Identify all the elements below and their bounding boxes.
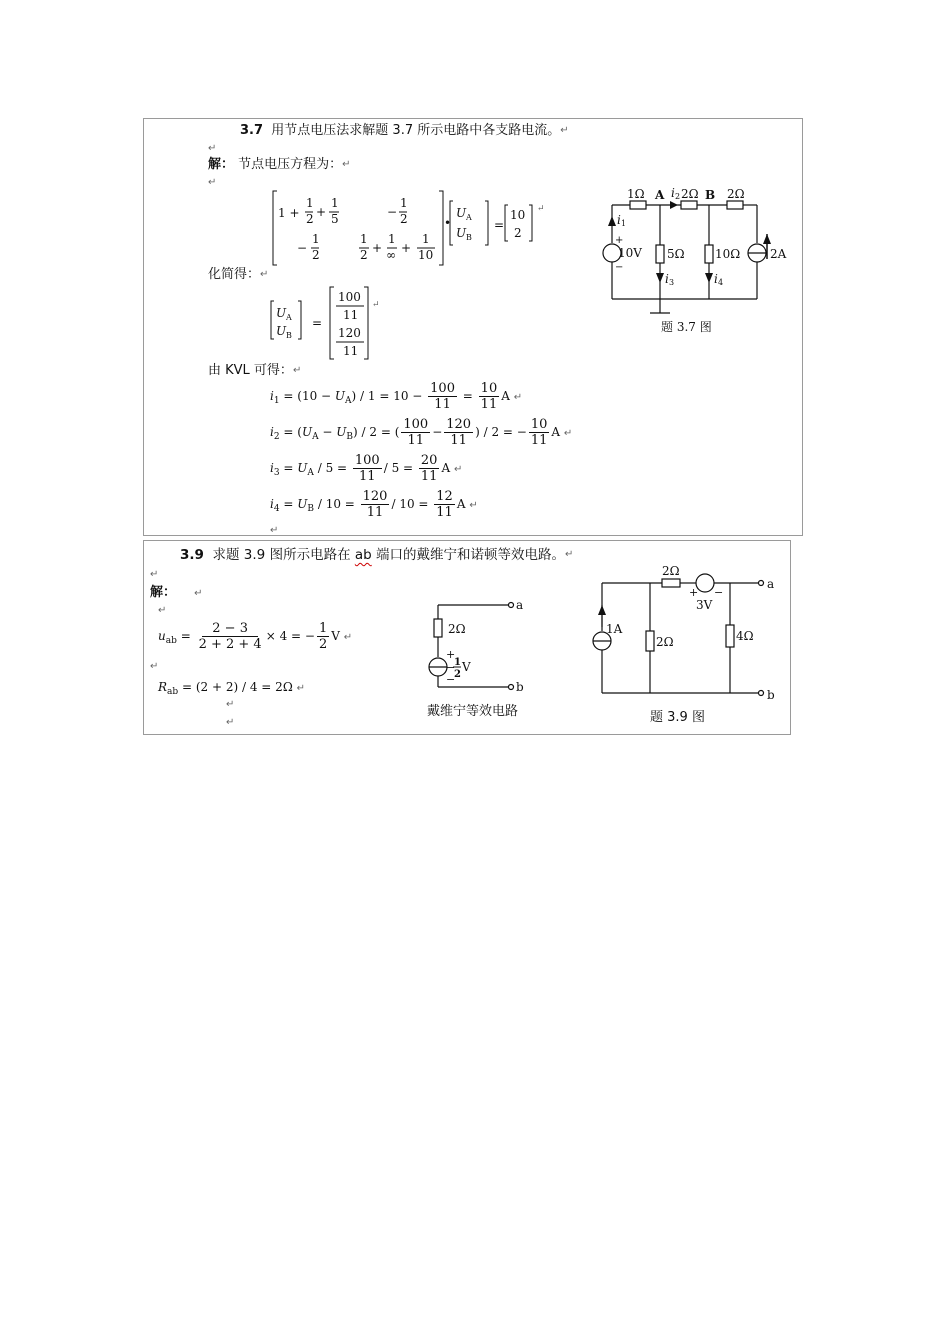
svg-text:2Ω: 2Ω xyxy=(656,635,674,649)
svg-text:b: b xyxy=(767,688,775,702)
simplify-line: 化简得： ↵ xyxy=(208,267,269,282)
svg-text:2Ω: 2Ω xyxy=(681,187,699,201)
thevenin-equivalent-circuit xyxy=(420,591,560,731)
svg-text:∞: ∞ xyxy=(386,248,396,262)
svg-text:V: V xyxy=(462,660,471,674)
figure-3-7-caption: 题 3.7 图 xyxy=(661,320,712,334)
svg-text:2: 2 xyxy=(312,248,320,262)
svg-text:i: i xyxy=(714,272,718,286)
svg-text:a: a xyxy=(767,577,775,591)
svg-text:+: + xyxy=(372,241,383,255)
svg-text:B: B xyxy=(286,331,292,340)
svg-text:10: 10 xyxy=(418,248,434,262)
problem-3-7-box: 3.7 用节点电压法求解题 3.7 所示电路中各支路电流。 ↵ ↵ 解： 节点电压方程为： ↵ ↵ 1 + 1 2 + 1 5 − 1 2 − 1 2 1 2 + 1 ∞ + 1 10 • U A U B = 10 2 ↵ 化简得： ↵ U A U B = 100 11 120 11 ↵ 由 KVL 可得： ↵ $i_1 = (10 - U_A) / 1 = 10$ − $\frac{100}{11}$ = $\frac{10}{11}$ A ↵ $i_2 = (U_A - U_B) / 2$ = ( $\frac{100}{11}$ − $\frac{120}{11}$ ) / 2 = − $\frac{10}{11}$ A ↵ $i_3 = U_A / 5$ = $\frac{100}{11}$ / 5 = $\frac{20}{11}$ A ↵ $i_4 = U_B / 10$ = $\frac{120}{11}$ / 10 = $\frac{12}{11}$ A ↵ ↵ 1Ω A i 2 2Ω B 2Ω i 1 + 10V − 5Ω 10Ω 2A i 3 i 4 题 3.7 图 xyxy=(143,118,803,536)
svg-text:B: B xyxy=(466,233,472,242)
svg-text:A: A xyxy=(466,213,472,222)
svg-text:1: 1 xyxy=(422,232,430,246)
svg-text:−: − xyxy=(615,262,624,273)
simplify-label: 化简得： xyxy=(208,267,261,282)
svg-text:5Ω: 5Ω xyxy=(667,247,685,261)
terminal-a: a xyxy=(516,598,524,612)
svg-text:1: 1 xyxy=(388,232,396,246)
svg-text:U: U xyxy=(456,206,467,220)
svg-text:1: 1 xyxy=(400,196,408,210)
svg-text:+: + xyxy=(316,205,327,219)
svg-text:A: A xyxy=(655,188,665,202)
problem-title: 用节点电压法求解题 3.7 所示电路中各支路电流。 xyxy=(271,123,561,138)
svg-text:2A: 2A xyxy=(770,247,787,261)
eq-i1: $i_1 = (10 - U_A) / 1 = 10$ − $\frac{100}{11}$ = $\frac{10}{11}$ A ↵ xyxy=(270,381,523,412)
svg-text:i: i xyxy=(617,213,621,227)
svg-text:4Ω: 4Ω xyxy=(736,629,754,643)
svg-text:•: • xyxy=(444,216,452,230)
svg-text:+: + xyxy=(446,648,456,661)
svg-text:U: U xyxy=(456,226,467,240)
svg-text:3: 3 xyxy=(669,278,675,287)
problem-number: 3.7 xyxy=(240,123,264,138)
solution-line: 解： 节点电压方程为： ↵ xyxy=(208,157,351,172)
svg-text:U: U xyxy=(276,306,287,320)
svg-text:i: i xyxy=(671,186,675,200)
svg-text:+: + xyxy=(401,241,412,255)
svg-text:−: − xyxy=(446,661,456,674)
svg-text:100: 100 xyxy=(338,290,361,304)
problem-3-9-box: 3.9 求题 3.9 图所示电路在 ab 端口的戴维宁和诺顿等效电路。 ↵ ↵ 解： ↵ ↵ $u_{ab}$ = $\frac{2 - 3}{2 + 2 + 4}$ × 4 = − $\frac{1}{2}$ V ↵ ↵ $R_{ab} = (2 + 2) / 4 = 2\Omega$ ↵ ↵ ↵ a 2Ω + − 1 2 V − b 戴维宁等效电路 2Ω + − 3V a 1A 2Ω 4Ω b 题 3.9 图 xyxy=(143,540,791,735)
svg-text:10V: 10V xyxy=(618,246,642,260)
eq-rab: $R_{ab} = (2 + 2) / 4 = 2\Omega$ ↵ xyxy=(158,680,305,697)
svg-text:2Ω: 2Ω xyxy=(662,564,680,578)
svg-text:2: 2 xyxy=(400,212,408,226)
svg-text:−: − xyxy=(297,241,308,255)
svg-text:2Ω: 2Ω xyxy=(448,622,466,636)
node-voltage-result xyxy=(268,285,398,361)
kvl-label: 由 KVL 可得： xyxy=(208,363,293,378)
svg-text:↵: ↵ xyxy=(372,300,380,310)
svg-text:4: 4 xyxy=(718,278,724,287)
svg-text:=: = xyxy=(312,316,323,330)
svg-text:10: 10 xyxy=(510,208,526,222)
svg-text:1: 1 xyxy=(454,657,461,668)
problem-title-post: 端口的戴维宁和诺顿等效电路。 xyxy=(371,547,565,563)
svg-text:1: 1 xyxy=(331,196,339,210)
svg-text:−: − xyxy=(446,673,456,686)
figure-3-9-caption: 题 3.9 图 xyxy=(650,710,705,725)
svg-text:=: = xyxy=(494,218,505,232)
figure-3-7-circuit xyxy=(599,179,799,339)
svg-text:1: 1 xyxy=(306,196,314,210)
svg-text:A: A xyxy=(286,313,292,322)
thevenin-caption: 戴维宁等效电路 xyxy=(427,704,519,719)
svg-text:2: 2 xyxy=(306,212,314,226)
svg-text:+: + xyxy=(615,235,624,246)
svg-text:11: 11 xyxy=(343,344,359,358)
solution-label: 解： xyxy=(208,157,235,172)
svg-text:1 +: 1 + xyxy=(278,206,300,220)
solution-label: 解： xyxy=(150,585,177,600)
eq-uab: $u_{ab}$ = $\frac{2 - 3}{2 + 2 + 4}$ × 4 = − $\frac{1}{2}$ V ↵ xyxy=(158,621,353,652)
svg-text:3V: 3V xyxy=(696,598,713,612)
svg-text:+: + xyxy=(689,586,699,599)
svg-text:2: 2 xyxy=(675,192,681,201)
figure-3-9-circuit xyxy=(584,561,784,731)
svg-text:11: 11 xyxy=(343,308,359,322)
svg-text:B: B xyxy=(705,188,716,202)
problem-3-9-heading: 3.9 求题 3.9 图所示电路在 ab 端口的戴维宁和诺顿等效电路。 ↵ xyxy=(180,547,574,563)
svg-text:10Ω: 10Ω xyxy=(715,247,741,261)
solution-text: 节点电压方程为： xyxy=(238,157,343,172)
svg-text:1: 1 xyxy=(360,232,368,246)
problem-3-7-heading: 3.7 用节点电压法求解题 3.7 所示电路中各支路电流。 ↵ xyxy=(240,123,569,138)
svg-text:120: 120 xyxy=(338,326,361,340)
node-equation-matrix xyxy=(269,187,569,269)
svg-text:U: U xyxy=(276,324,287,338)
svg-text:2Ω: 2Ω xyxy=(727,187,745,201)
eq-i4: $i_4 = U_B / 10$ = $\frac{120}{11}$ / 10 = $\frac{12}{11}$ A ↵ xyxy=(270,489,478,520)
svg-text:1: 1 xyxy=(621,219,627,228)
svg-text:5: 5 xyxy=(331,212,339,226)
svg-text:2: 2 xyxy=(454,669,461,680)
svg-text:1: 1 xyxy=(312,232,320,246)
problem-title-pre: 求题 3.9 图所示电路在 xyxy=(212,547,355,563)
solution-line: 解： ↵ xyxy=(150,585,203,600)
svg-text:i: i xyxy=(665,272,669,286)
svg-text:↵: ↵ xyxy=(537,204,545,214)
svg-text:−: − xyxy=(714,586,724,599)
problem-title-ab: ab xyxy=(354,547,372,563)
problem-number: 3.9 xyxy=(180,547,204,563)
svg-text:2: 2 xyxy=(514,226,522,240)
svg-text:1A: 1A xyxy=(606,622,623,636)
svg-text:2: 2 xyxy=(360,248,368,262)
terminal-b: b xyxy=(516,680,524,694)
svg-text:−: − xyxy=(387,205,398,219)
kvl-line: 由 KVL 可得： ↵ xyxy=(208,363,302,378)
svg-text:1Ω: 1Ω xyxy=(627,187,645,201)
eq-i3: $i_3 = U_A / 5$ = $\frac{100}{11}$ / 5 = $\frac{20}{11}$ A ↵ xyxy=(270,453,463,484)
eq-i2: $i_2 = (U_A - U_B) / 2$ = ( $\frac{100}{11}$ − $\frac{120}{11}$ ) / 2 = − $\frac{10}{11}$ A ↵ xyxy=(270,417,573,448)
